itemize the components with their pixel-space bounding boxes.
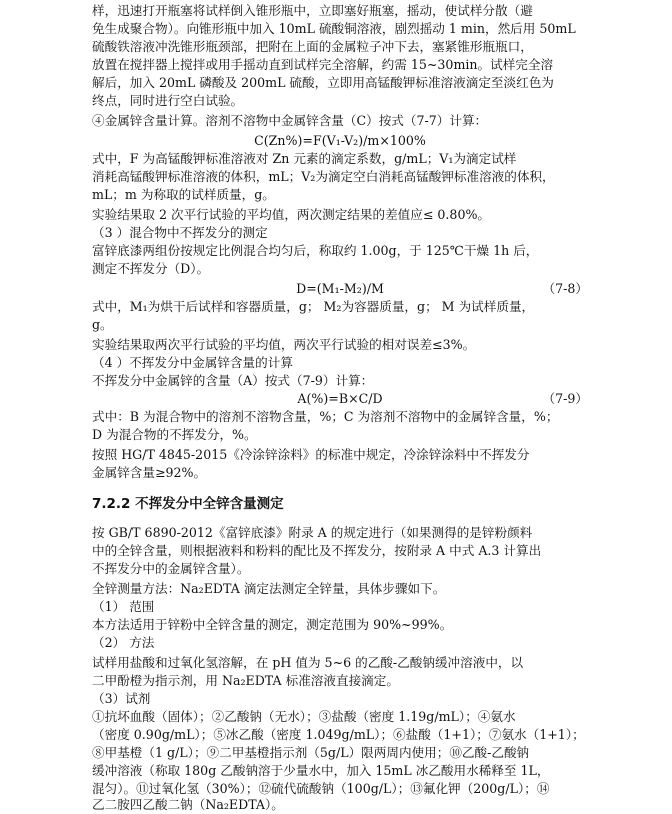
equation-7-8 xyxy=(92,280,588,297)
paragraph-line: 混匀）。⑪过氧化氢（30%）；⑫硫代硫酸钠（100g/L）；⑬氟化钾（200g/L）；⑭ xyxy=(92,781,550,796)
paragraph-line: 式中：B 为混合物中的溶剂不溶物含量，%；C 为溶剂不溶物中的金属锌含量，%； xyxy=(92,409,559,424)
paragraph-line: 按 GB/T 6890-2012《富锌底漆》附录 A 的规定进行（如果测得的是锌粉颜料 xyxy=(92,525,533,540)
paragraph-line: ①抗坏血酸（固体）；②乙酸钠（无水）；③盐酸（密度 1.19g/mL）；④氨水 xyxy=(92,709,516,724)
equation-7-9 xyxy=(92,390,588,407)
paragraph-line: 全锌测量方法：Na₂EDTA 滴定法测定全锌量，具体步骤如下。 xyxy=(92,581,446,596)
paragraph-line: 测定不挥发分（D）。 xyxy=(92,261,210,276)
paragraph-line: 本方法适用于锌粉中全锌含量的测定，测定范围为 90%~99%。 xyxy=(92,617,453,632)
subsection-title: （3 ）混合物中不挥发分的测定 xyxy=(92,225,268,240)
subsection-title: （4 ）不挥发分中金属锌含量的计算 xyxy=(92,355,293,370)
paragraph-line: 二甲酚橙为指示剂，用 Na₂EDTA 标准溶液直接滴定。 xyxy=(92,673,399,688)
paragraph-line: 不挥发分中的金属锌含量）。 xyxy=(92,561,250,576)
paragraph-line: 不挥发分中金属锌的含量（A）按式（7-9）计算： xyxy=(92,373,374,388)
equation-text: C(Zn%)=F(V₁-V₂)/m×100% xyxy=(254,133,426,148)
subsection-title: （3）试剂 xyxy=(92,691,151,706)
paragraph-line: 缓冲溶液（称取 180g 乙酸钠溶于少量水中，加入 15mL 冰乙酸用水稀释至 1L， xyxy=(92,763,550,778)
equation-number: （7-8） xyxy=(542,281,588,296)
section-heading: 7.2.2 不挥发分中全锌含量测定 xyxy=(92,496,284,512)
paragraph-line: 式中，M₁为烘干后试样和容器质量，g； M₂为容器质量，g； M 为试样质量， xyxy=(92,299,535,314)
paragraph-line: 试样用盐酸和过氧化氢溶解，在 pH 值为 5~6 的乙酸-乙酸钠缓冲溶液中，以 xyxy=(92,655,524,670)
paragraph-line: （密度 0.90g/mL）；⑤冰乙酸（密度 1.049g/mL）；⑥盐酸（1+1）；⑦氨水（1+1）； xyxy=(92,727,585,742)
paragraph-line: 终点，同时进行空白试验。 xyxy=(92,93,244,108)
equation-number: （7-9） xyxy=(542,391,588,406)
paragraph-line: 硫酸铁溶液冲洗锥形瓶颈部，把附在上面的金属粒子冲下去，塞紧锥形瓶瓶口， xyxy=(92,39,533,54)
paragraph-line: 放置在搅拌器上搅拌或用手摇动直到试样完全溶解，约需 15~30min。试样完全溶 xyxy=(92,57,554,72)
paragraph-line: 免生成聚合物）。向锥形瓶中加入 10mL 硫酸铜溶液，剧烈摇动 1 min，然后用 50mL xyxy=(92,21,576,36)
paragraph-line: 富锌底漆两组份按规定比例混合均匀后，称取约 1.00g，于 125℃干燥 1h 后， xyxy=(92,243,539,258)
paragraph-line: 实验结果取两次平行试验的平均值，两次平行试验的相对误差≤3%。 xyxy=(92,337,476,352)
paragraph-line: mL；m 为称取的试样质量，g。 xyxy=(92,187,275,202)
paragraph-line: g。 xyxy=(92,317,113,332)
paragraph-line: 消耗高锰酸钾标准溶液的体积，mL；V₂为滴定空白消耗高锰酸钾标准溶液的体积， xyxy=(92,169,555,184)
paragraph-line: 实验结果取 2 次平行试验的平均值，两次测定结果的差值应≤ 0.80%。 xyxy=(92,207,491,222)
equation-text: A(%)=B×C/D xyxy=(297,391,383,406)
paragraph-line: 样，迅速打开瓶塞将试样倒入锥形瓶中，立即塞好瓶塞，摇动，使试样分散（避 xyxy=(92,3,533,18)
equation-7-7 xyxy=(92,132,588,149)
paragraph-line: 中的全锌含量，则根据液料和粉料的配比及不挥发分，按附录 A 中式 A.3 计算出 xyxy=(92,543,542,558)
paragraph-line: 解后，加入 20mL 磷酸及 200mL 硫酸，立即用高锰酸钾标准溶液滴定至淡红色为 xyxy=(92,75,554,90)
paragraph-line: D 为混合物的不挥发分，%。 xyxy=(92,427,257,442)
subsection-title: （1） 范围 xyxy=(92,599,155,614)
subsection-title: （2） 方法 xyxy=(92,635,155,650)
paragraph-line: 乙二胺四乙酸二钠（Na₂EDTA）。 xyxy=(92,797,284,812)
paragraph-line: 金属锌含量≥92%。 xyxy=(92,465,207,480)
paragraph-line: 式中，F 为高锰酸钾标准溶液对 Zn 元素的滴定系数，g/mL；V₁为滴定试样 xyxy=(92,151,517,166)
equation-text: D=(M₁-M₂)/M xyxy=(296,281,384,296)
paragraph-line: ④金属锌含量计算。溶剂不溶物中金属锌含量（C）按式（7-7）计算： xyxy=(92,113,488,128)
paragraph-line: ⑧甲基橙（1 g/L）；⑨二甲基橙指示剂（5g/L）限两周内使用；⑩乙酸-乙酸钠 xyxy=(92,745,530,760)
paragraph-line: 按照 HG/T 4845-2015《冷涂锌涂料》的标准中规定，冷涂锌涂料中不挥发分 xyxy=(92,447,530,462)
